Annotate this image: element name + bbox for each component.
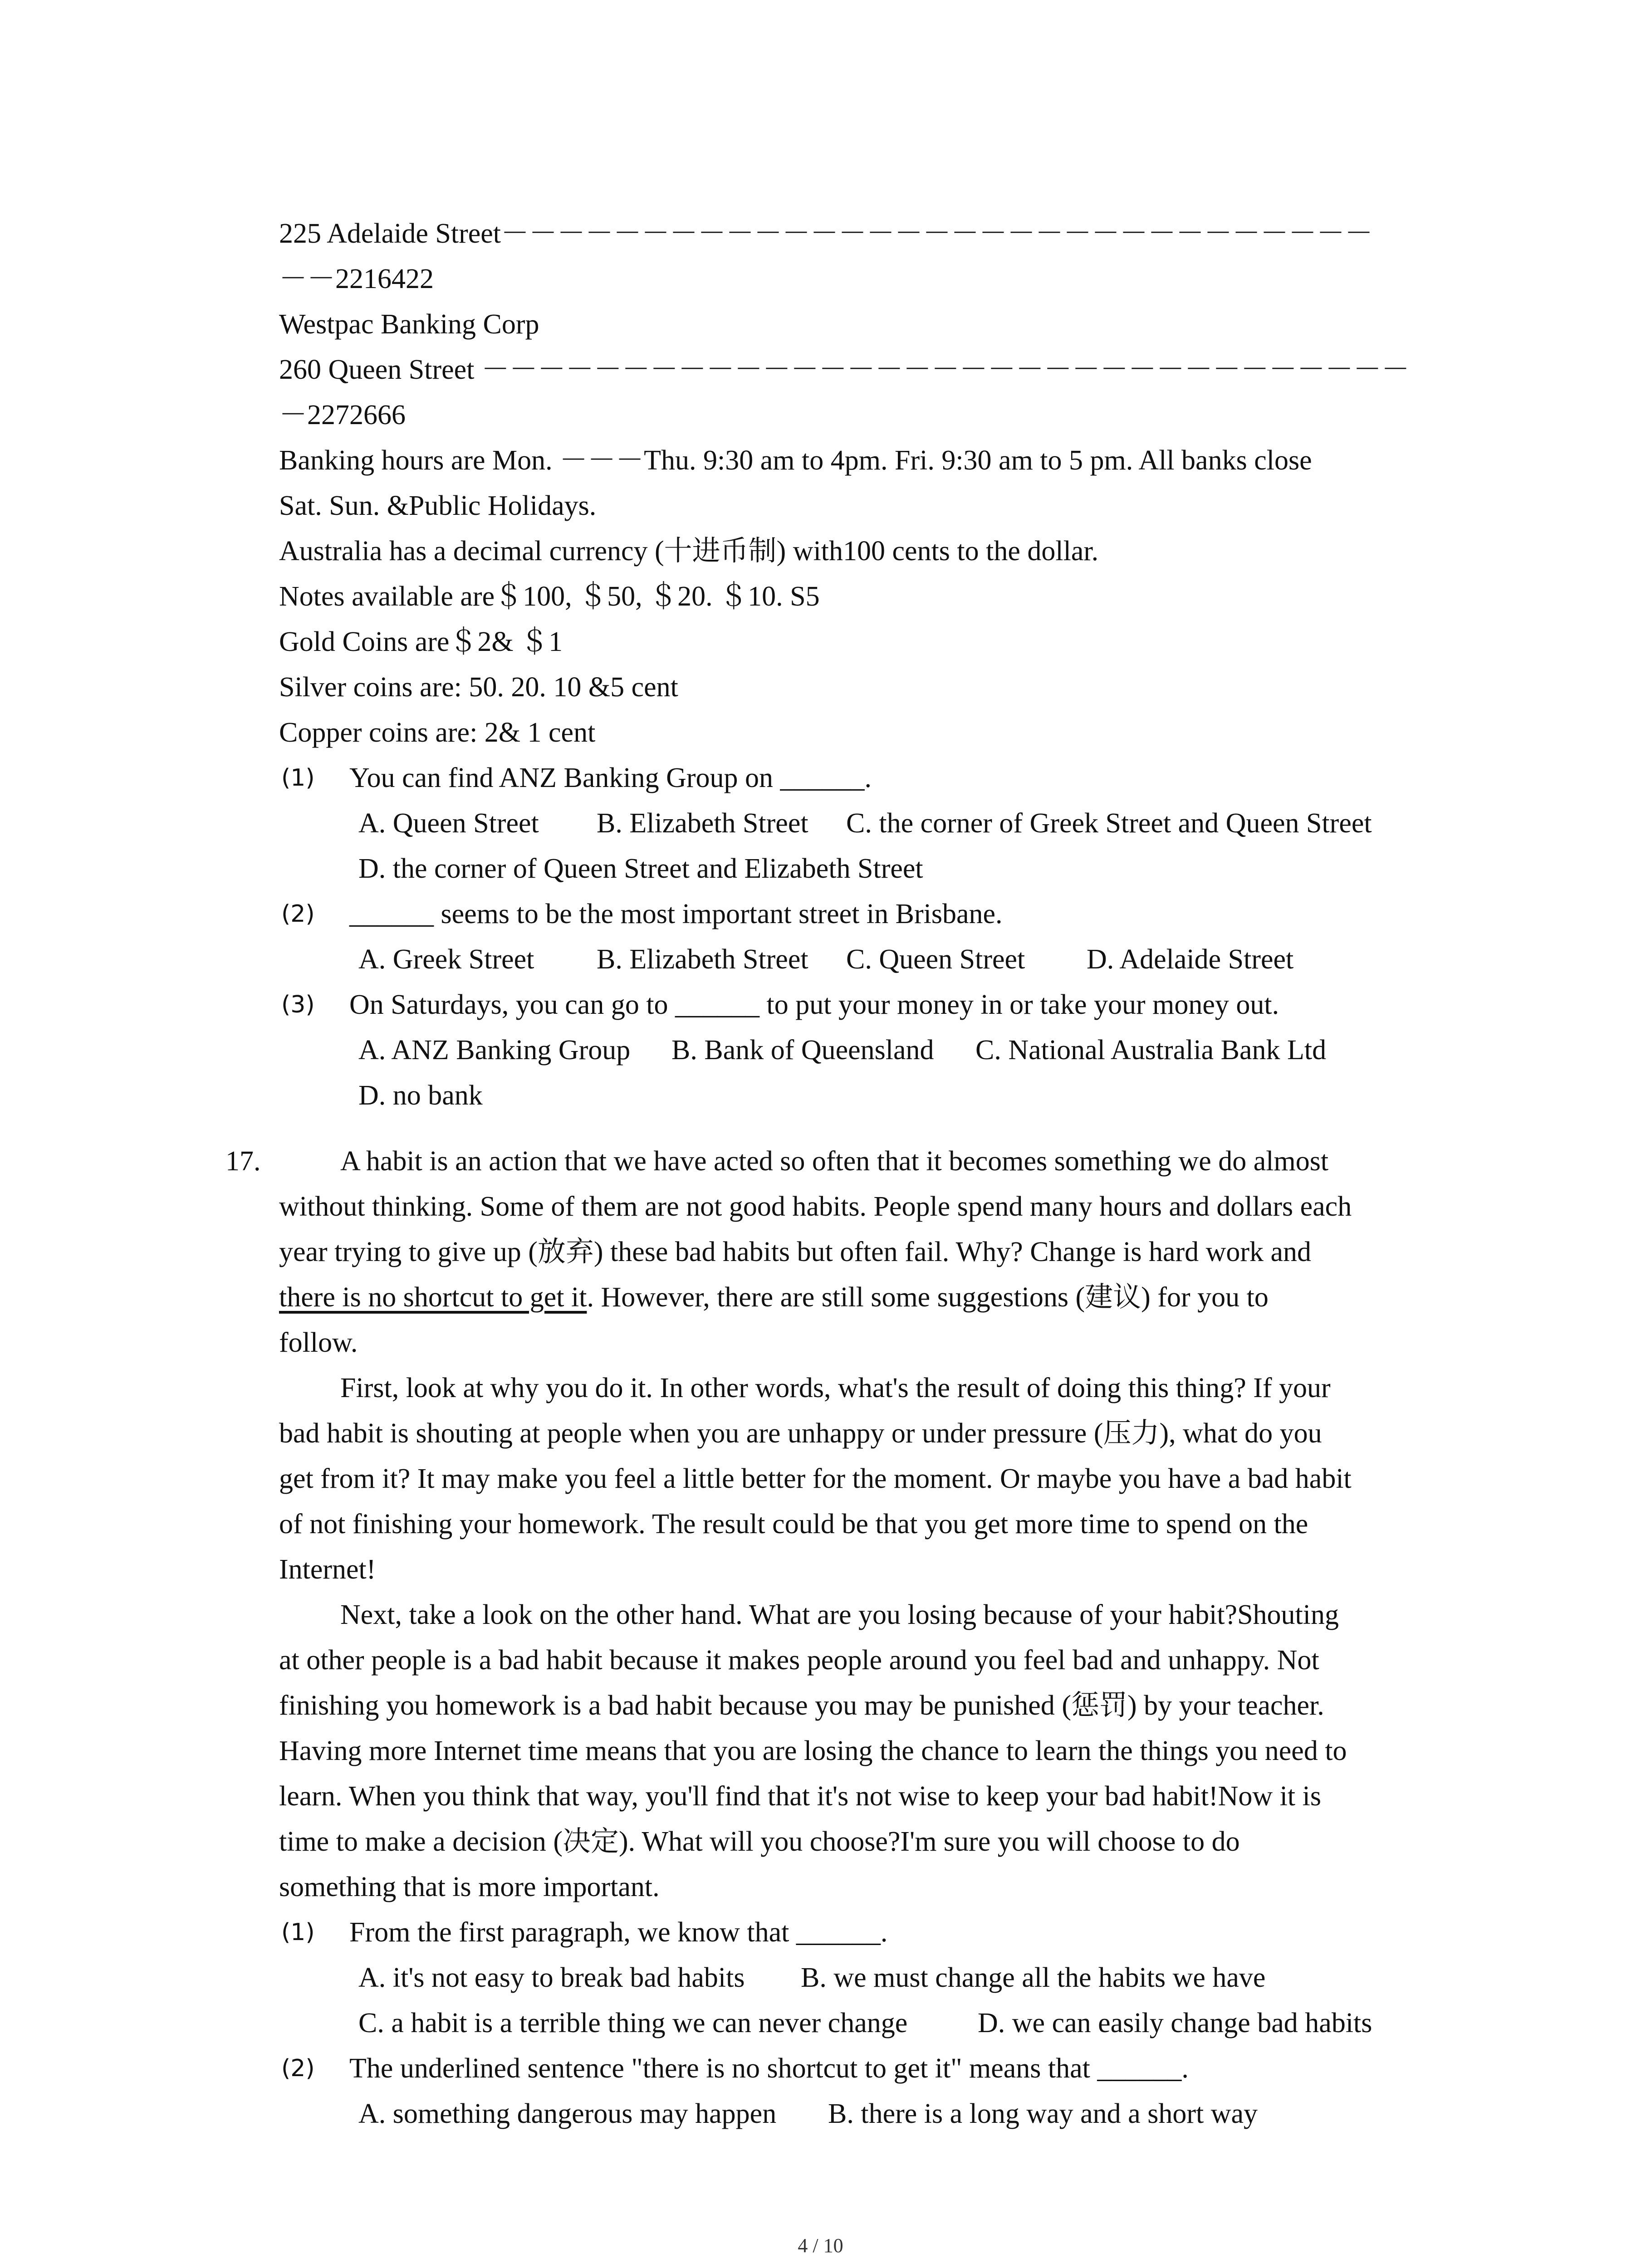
option-c: C. National Australia Bank Ltd: [975, 1035, 1327, 1066]
option-c: C. Queen Street: [846, 944, 1025, 975]
copper-coins-line: Copper coins are: 2& 1 cent: [279, 717, 596, 748]
option-a: A. it's not easy to break bad habits: [358, 1962, 745, 1993]
question-text: You can find ANZ Banking Group on ______.: [349, 763, 872, 793]
option-b: B. Elizabeth Street: [597, 944, 808, 975]
question-number: (1): [281, 764, 315, 792]
passage-line: bad habit is shouting at people when you are unhappy or under pressure (压力), what do you: [279, 1418, 1322, 1449]
option-d: D. no bank: [358, 1080, 483, 1111]
banking-hours-line: Banking hours are Mon. －－－Thu. 9:30 am to 4pm. Fri. 9:30 am to 5 pm. All banks close: [279, 445, 1312, 476]
bank-line-queen: 260 Queen Street －－－－－－－－－－－－－－－－－－－－－－－－－－－－－－－－－: [279, 354, 1410, 385]
passage-line: follow.: [279, 1327, 358, 1358]
option-a: A. Greek Street: [358, 944, 534, 975]
passage-line: [279, 1279, 1269, 1315]
passage-line: finishing you homework is a bad habit because you may be punished (惩罚) by your teacher.: [279, 1690, 1324, 1721]
option-a: A. ANZ Banking Group: [358, 1035, 631, 1066]
option-b: B. there is a long way and a short way: [828, 2098, 1258, 2129]
option-b: B. Elizabeth Street: [597, 808, 808, 839]
option-c: C. a habit is a terrible thing we can never change: [358, 2008, 908, 2038]
option-d: D. Adelaide Street: [1087, 944, 1294, 975]
question-text: From the first paragraph, we know that ______.: [349, 1917, 888, 1948]
option-d: D. the corner of Queen Street and Elizabeth Street: [358, 853, 923, 884]
question-text: The underlined sentence "there is no shortcut to get it" means that ______.: [349, 2053, 1189, 2084]
passage-line: First, look at why you do it. In other words, what's the result of doing this thing? If your: [340, 1373, 1331, 1403]
option-d: D. we can easily change bad habits: [978, 2008, 1372, 2038]
passage-line: time to make a decision (决定). What will you choose?I'm sure you will choose to do: [279, 1826, 1240, 1857]
bank-line-adelaide-phone: －－2216422: [279, 264, 434, 294]
page-number: 4 / 10: [798, 2234, 843, 2257]
passage-line: A habit is an action that we have acted so often that it becomes something we do almost: [340, 1146, 1329, 1177]
option-b: B. Bank of Queensland: [671, 1035, 934, 1066]
gold-coins-line: Gold Coins are＄2& ＄1: [279, 626, 563, 657]
passage-line: without thinking. Some of them are not good habits. People spend many hours and dollars each: [279, 1191, 1352, 1222]
passage-line: Having more Internet time means that you are losing the chance to learn the things you need to: [279, 1735, 1347, 1766]
bank-line-adelaide: 225 Adelaide Street－－－－－－－－－－－－－－－－－－－－－－－－－－－－－－－: [279, 218, 1373, 249]
silver-coins-line: Silver coins are: 50. 20. 10 &5 cent: [279, 672, 678, 703]
bank-line-westpac: Westpac Banking Corp: [279, 309, 539, 340]
option-a: A. something dangerous may happen: [358, 2098, 777, 2129]
passage-line: something that is more important.: [279, 1872, 660, 1902]
option-c: C. the corner of Greek Street and Queen Street: [846, 808, 1372, 839]
option-b: B. we must change all the habits we have: [801, 1962, 1266, 1993]
currency-line: Australia has a decimal currency (十进币制) with100 cents to the dollar.: [279, 536, 1099, 567]
underlined-sentence: there is no shortcut to get it: [279, 1282, 587, 1313]
question-text: On Saturdays, you can go to ______ to put your money in or take your money out.: [349, 989, 1279, 1020]
notes-line: Notes available are＄100, ＄50, ＄20. ＄10. S5: [279, 581, 820, 612]
passage-text: . However, there are still some suggestions (建议) for you to: [587, 1282, 1269, 1313]
passage-line: of not finishing your homework. The result could be that you get more time to spend on the: [279, 1509, 1308, 1540]
question-number: (2): [281, 2055, 315, 2082]
passage-line: at other people is a bad habit because it makes people around you feel bad and unhappy. Not: [279, 1645, 1319, 1676]
passage-line: get from it? It may make you feel a little better for the moment. Or maybe you have a bad habit: [279, 1463, 1352, 1494]
question-number: (3): [281, 991, 315, 1018]
passage-line: Next, take a look on the other hand. What are you losing because of your habit?Shouting: [340, 1599, 1339, 1630]
banking-holidays-line: Sat. Sun. &Public Holidays.: [279, 490, 597, 521]
option-a: A. Queen Street: [358, 808, 539, 839]
question-text: ______ seems to be the most important street in Brisbane.: [349, 899, 1003, 929]
question-number: (1): [281, 1919, 315, 1946]
bank-line-queen-phone: －2272666: [279, 400, 406, 430]
passage-line: year trying to give up (放弃) these bad habits but often fail. Why? Change is hard work and: [279, 1237, 1312, 1267]
passage-line: learn. When you think that way, you'll find that it's not wise to keep your bad habit!Now it is: [279, 1781, 1321, 1812]
question-number-17: 17.: [225, 1146, 261, 1177]
passage-line: Internet!: [279, 1554, 376, 1585]
question-number: (2): [281, 900, 315, 928]
